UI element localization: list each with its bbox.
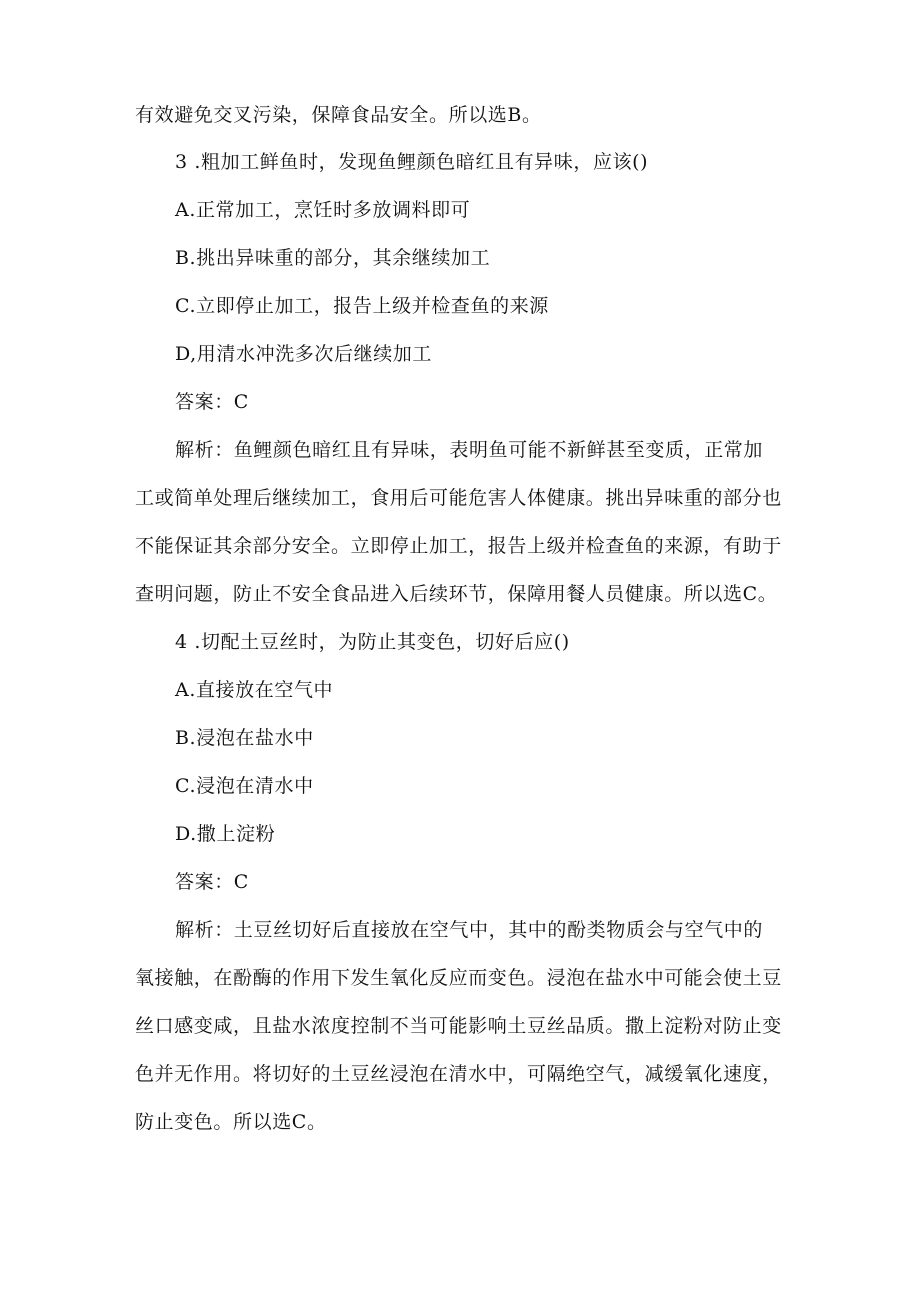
question-3-option-a: A.正常加工，烹饪时多放调料即可 — [175, 199, 471, 221]
question-4-option-d: D.撒上淀粉 — [175, 823, 276, 845]
question-3-explanation-line: 工或简单处理后继续加工，食用后可能危害人体健康。挑出异味重的部分也 — [135, 487, 782, 509]
question-3-explanation-line: 不能保证其余部分安全。立即停止加工，报告上级并检查鱼的来源，有助于 — [135, 535, 782, 557]
question-4-option-c: C.浸泡在清水中 — [175, 775, 314, 797]
question-4-explanation-line: 氧接触，在酚酶的作用下发生氧化反应而变色。浸泡在盐水中可能会使土豆 — [135, 967, 782, 989]
question-4-option-b: B.浸泡在盐水中 — [175, 727, 314, 749]
question-3-option-d: D,用清水冲洗多次后继续加工 — [175, 343, 432, 365]
question-3-explanation-line: 解析：鱼鲤颜色暗红且有异味，表明鱼可能不新鲜甚至变质，正常加 — [175, 439, 764, 461]
question-3-option-b: B.挑出异味重的部分，其余继续加工 — [175, 247, 491, 269]
question-3-stem: 3 .粗加工鲜鱼时，发现鱼鲤颜色暗红且有异味，应该() — [175, 151, 649, 173]
question-4-answer: 答案：C — [175, 871, 249, 893]
question-4-explanation-line: 丝口感变咸，且盐水浓度控制不当可能影响土豆丝品质。撒上淀粉对防止变 — [135, 1015, 782, 1037]
question-3-option-c: C.立即停止加工，报告上级并检查鱼的来源 — [175, 295, 549, 317]
question-3-answer: 答案：C — [175, 391, 249, 413]
question-3-explanation-line: 查明问题，防止不安全食品进入后续环节，保障用餐人员健康。所以选C。 — [135, 583, 778, 605]
question-4-explanation-line: 解析：土豆丝切好后直接放在空气中，其中的酚类物质会与空气中的 — [175, 919, 764, 941]
question-4-option-a: A.直接放在空气中 — [175, 679, 334, 701]
question-4-explanation-line: 防止变色。所以选C。 — [135, 1111, 327, 1133]
question-4-explanation-line: 色并无作用。将切好的土豆丝浸泡在清水中，可隔绝空气，减缓氧化速度， — [135, 1063, 782, 1085]
question-4-stem: 4 .切配土豆丝时，为防止其变色，切好后应() — [175, 631, 570, 653]
paragraph-line: 有效避免交叉污染，保障食品安全。所以选B。 — [135, 104, 542, 126]
